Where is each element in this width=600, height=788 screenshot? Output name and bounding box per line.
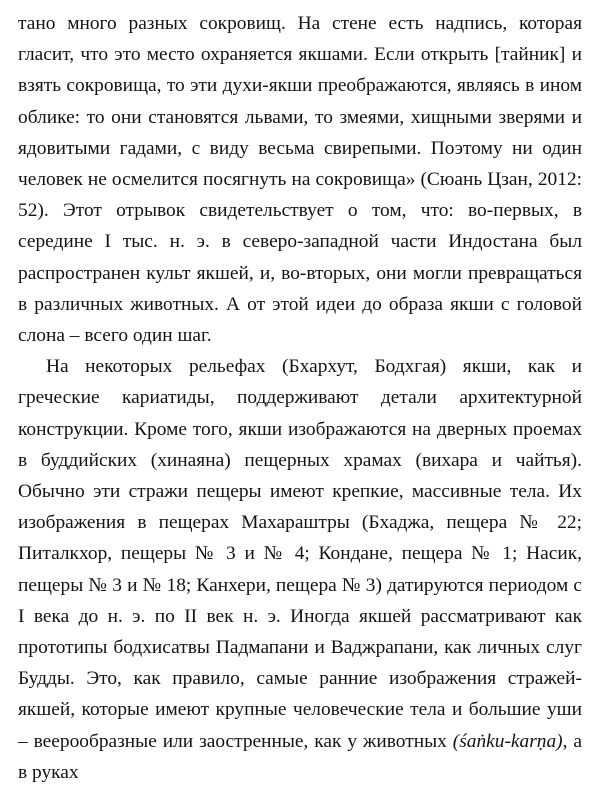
- paragraph-1: [18, 8, 582, 351]
- page-body: [18, 8, 582, 788]
- paragraph-2-italic-term: (śaṅku-karṇa): [452, 730, 563, 752]
- paragraph-2: [18, 351, 582, 788]
- paragraph-2-text-lead: На некоторых рельефах (Бхархут, Бодхгая) якши, как и греческие кариатиды, поддерживают детали архитектурной конструкции. Кроме того, якши изображаются на дверных проемах в буддийских (хинаяна) пещерных храмах (вихара и чайтья). Обычно эти стражи пещеры имеют крепкие, массивные тела. Их изображения в пещерах Махараштры (Бхаджа, пещера № 22; Питалкхор, пещеры № 3 и № 4; Кондане, пещера № 1; Насик, пещеры № 3 и № 18; Канхери, пещера № 3) датируются периодом с I века до н. э. по II век н. э. Иногда якшей рассматривают как прототипы бодхисатвы Падмапани и Ваджрапани, как личных слуг Будды. Это, как правило, самые ранние изображения стражей-якшей, которые имеют крупные человеческие тела и большие уши – веерообразные или заостренные, как у животных: [18, 356, 582, 752]
- paragraph-1-text: тано много разных сокровищ. На стене есть надпись, которая гласит, что это место охраняется якшами. Если открыть [тайник] и взять сокровища, то эти духи-якши преображаются, являясь в ином облике: то они становятся львами, то змеями, хищными зверями и ядовитыми гадами, с виду весьма свирепыми. Поэтому ни один человек не осмелится посягнуть на сокровища» (Сюань Цзан, 2012: 52). Этот отрывок свидетельствует о том, что: во-первых, в середине I тыс. н. э. в северо-западной части Индостана был распространен культ якшей, и, во-вторых, они могли превращаться в различных животных. А от этой идеи до образа якши с головой слона – всего один шаг.: [18, 13, 582, 347]
- paragraph-2-text-tail: , а в руках: [18, 730, 582, 783]
